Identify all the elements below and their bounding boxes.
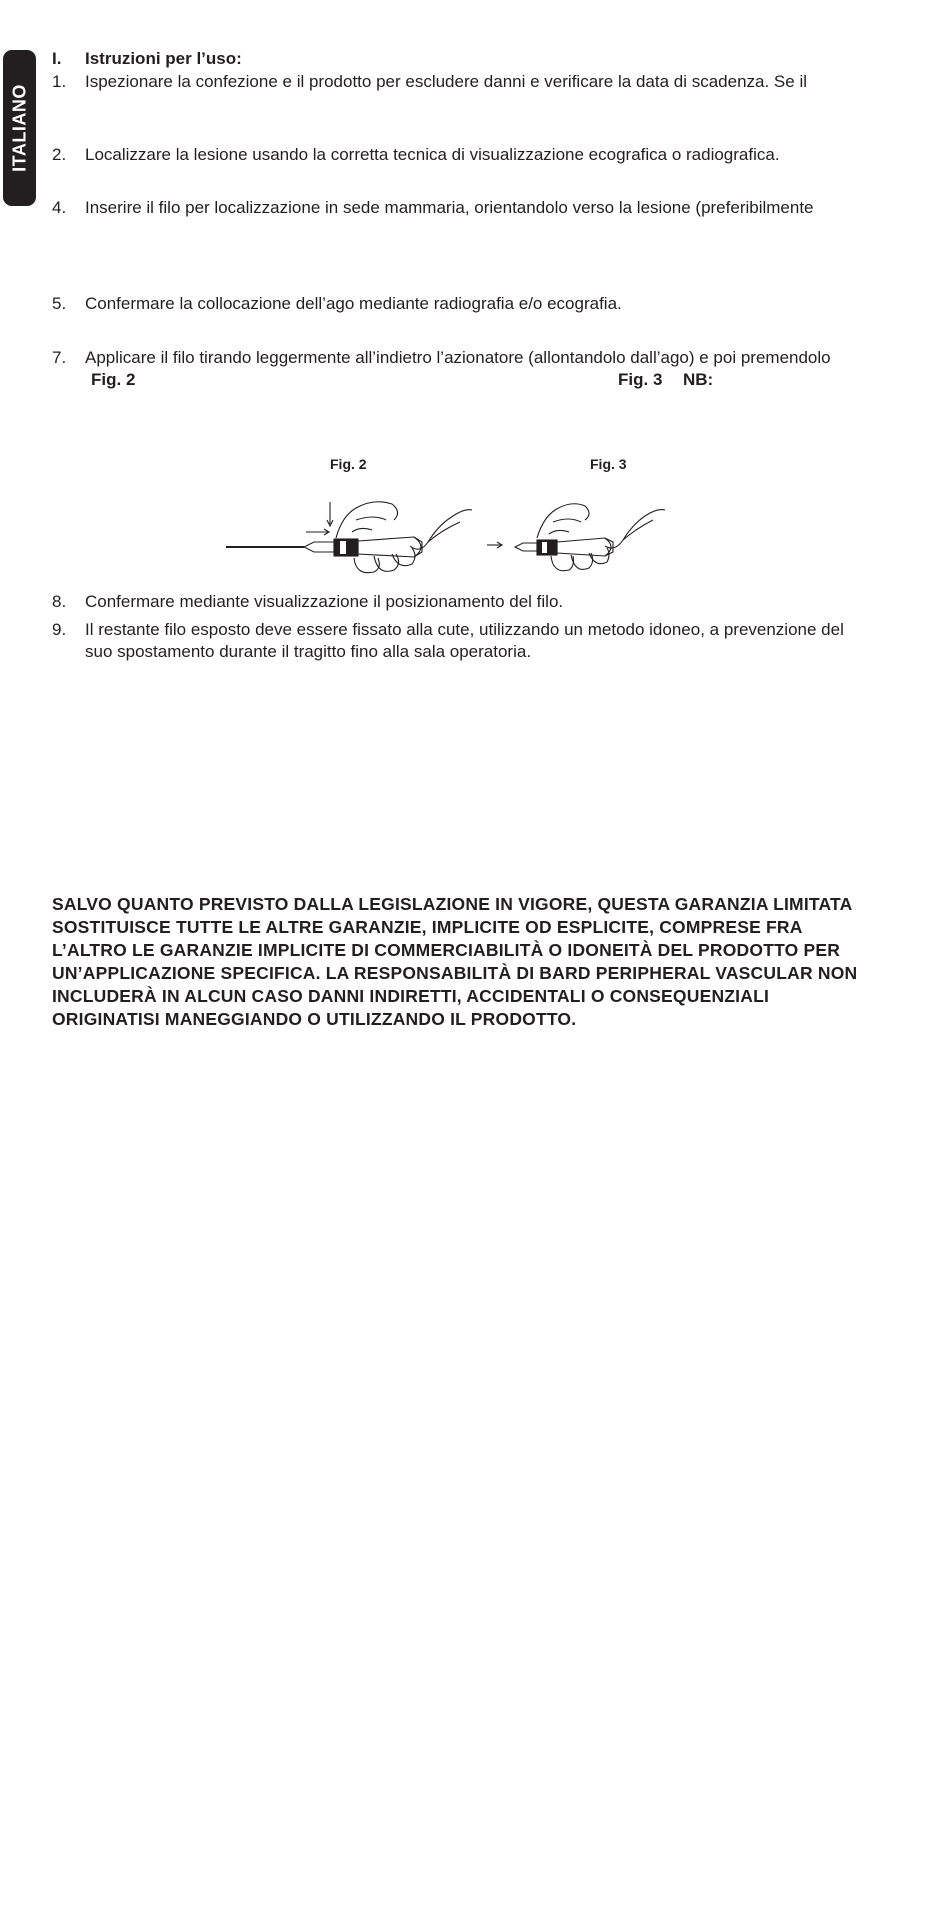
step-text: Inserire il filo per localizzazione in sede mammaria, orientandolo verso la lesione (preferibilmente [85, 198, 814, 217]
warranty-line: ORIGINATISI MANEGGIANDO O UTILIZZANDO IL PRODOTTO. [52, 1009, 577, 1029]
step-number: 8. [52, 592, 67, 611]
step-text: Il restante filo esposto deve essere fissato alla cute, utilizzando un metodo idoneo, a prevenzione del [85, 620, 844, 639]
step-text: Confermare mediante visualizzazione il posizionamento del filo. [85, 592, 564, 611]
step-number: 2. [52, 145, 67, 164]
warranty-line: INCLUDERÀ IN ALCUN CASO DANNI INDIRETTI, ACCIDENTALI O CONSEQUENZIALI [52, 986, 770, 1006]
figure-2-label: Fig. 2 [330, 456, 367, 472]
warranty-line: SALVO QUANTO PREVISTO DALLA LEGISLAZIONE IN VIGORE, QUESTA GARANZIA LIMITATA [52, 894, 853, 914]
warranty-line: UN’APPLICAZIONE SPECIFICA. LA RESPONSABILITÀ DI BARD PERIPHERAL VASCULAR NON [52, 963, 858, 983]
step-number: 5. [52, 294, 67, 313]
warranty-line: L’ALTRO LE GARANZIE IMPLICITE DI COMMERCIABILITÀ O IDONEITÀ DEL PRODOTTO PER [52, 940, 841, 960]
figure-2-illustration [224, 490, 484, 580]
section-number: I. [52, 49, 62, 68]
figure-3-label: Fig. 3 [590, 456, 627, 472]
step-text: suo spostamento durante il tragitto fino alla sala operatoria. [85, 642, 532, 661]
step-text: Applicare il filo tirando leggermente all’indietro l’azionatore (allontandolo dall’ago) e poi premendolo [85, 348, 831, 367]
step-number: 9. [52, 620, 67, 639]
step-text: Confermare la collocazione dell’ago mediante radiografia e/o ecografia. [85, 294, 622, 313]
fig3-reference: Fig. 3 [618, 370, 663, 389]
warranty-disclaimer [52, 893, 912, 1031]
language-tab-label: ITALIANO [9, 84, 29, 172]
step-number: 7. [52, 348, 67, 367]
fig2-reference: Fig. 2 [91, 370, 136, 389]
step-number: 1. [52, 72, 67, 91]
warranty-line: SOSTITUISCE TUTTE LE ALTRE GARANZIE, IMPLICITE OD ESPLICITE, COMPRESE FRA [52, 917, 803, 937]
figure-3-illustration [485, 490, 685, 580]
step-text: Ispezionare la confezione e il prodotto per escludere danni e verificare la data di scadenza. Se il [85, 72, 807, 91]
step-text: Localizzare la lesione usando la corretta tecnica di visualizzazione ecografica o radiografica. [85, 145, 780, 164]
section-title: Istruzioni per l’uso: [85, 49, 242, 68]
nb-label: NB: [683, 370, 714, 389]
step-number: 4. [52, 198, 67, 217]
language-tab [3, 50, 36, 206]
